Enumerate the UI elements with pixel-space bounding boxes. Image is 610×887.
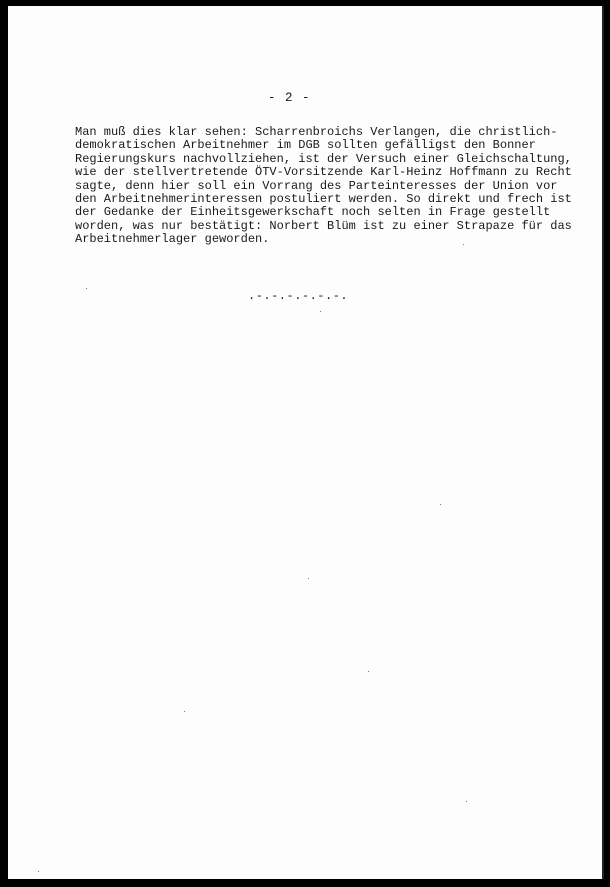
page-number: - 2 - [268, 91, 311, 105]
document-page [8, 6, 604, 879]
body-paragraph [75, 125, 572, 247]
paragraph-line: sagte, denn hier soll ein Vorrang des Parteinteresses der Union vor [75, 178, 558, 193]
paragraph-line: Man muß dies klar sehen: Scharrenbroichs Verlangen, die christlich- [75, 125, 558, 139]
scan-speck [368, 671, 369, 672]
scan-speck [320, 311, 321, 312]
scan-speck [184, 711, 185, 712]
scan-speck [463, 244, 464, 245]
scan-speck [38, 871, 39, 872]
paragraph-line: Arbeitnehmerlager geworden. [75, 232, 270, 247]
paragraph-line: Regierungskurs nachvollziehen, ist der Versuch einer Gleichschaltung, [75, 151, 572, 166]
scan-speck [466, 801, 467, 802]
paragraph-line: den Arbeitnehmerinteressen postuliert werden. So direkt und frech ist [75, 192, 572, 207]
paragraph-line: worden, was nur bestätigt: Norbert Blüm ist zu einer Strapaze für das [75, 218, 572, 233]
scan-speck [308, 578, 309, 579]
section-separator: .-.-.-.-.-.-. [248, 289, 349, 303]
paragraph-line: demokratischen Arbeitnehmer im DGB sollten gefälligst den Bonner [75, 138, 536, 153]
paragraph-line: wie der stellvertretende ÖTV-Vorsitzende Karl-Heinz Hoffmann zu Recht [75, 165, 572, 180]
paragraph-line: der Gedanke der Einheitsgewerkschaft noch selten in Frage gestellt [75, 205, 551, 220]
scan-speck [440, 504, 441, 505]
scan-speck [86, 288, 87, 289]
